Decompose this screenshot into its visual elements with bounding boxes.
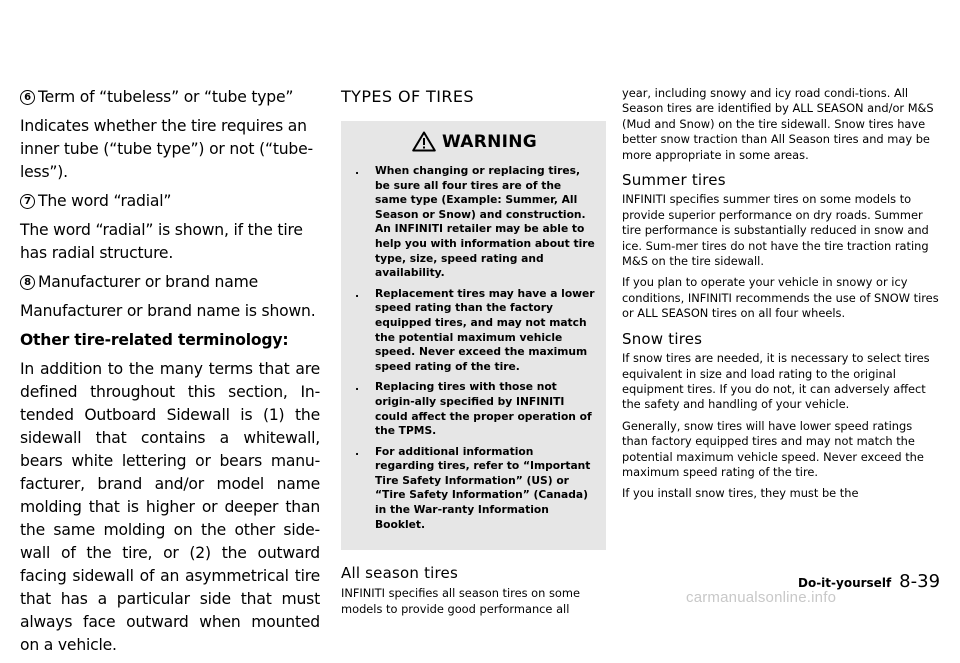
snow-tires-p2: Generally, snow tires will have lower speed ratings than factory equipped tires and may not match the potential maximum vehicle speed. Never exceed the maximum speed rating of the tire. [622, 418, 924, 479]
warning-triangle-icon [412, 131, 436, 152]
snow-tires-p3: If you install snow tires, they must be the [622, 486, 859, 501]
item-7-label: The word “radial” [38, 192, 172, 210]
bullet-icon: . [355, 444, 360, 458]
warning-list [353, 164, 596, 532]
warning-item: . When changing or replacing tires, be sure all four tires are of the same type (Example: Summer, All Season or Snow) and construction. An INFINITI retailer may be able to help you with information about tire type, size, speed rating and availability. [355, 164, 595, 280]
warning-item: . Replacement tires may have a lower speed rating than the factory equipped tires, and may not match the potential maximum vehicle speed. Never exceed the maximum speed rating of the tire. [355, 286, 595, 373]
bullet-icon: . [355, 164, 360, 177]
other-terminology-heading: Other tire-related terminology: [20, 331, 289, 349]
section-title: TYPES OF TIRES [341, 87, 474, 106]
item-7-heading [20, 190, 320, 213]
footer-section-name: Do-it-yourself [798, 576, 892, 590]
watermark: carmanualsonline.info [686, 589, 837, 606]
item-6-label: Term of “tubeless” or “tube type” [38, 88, 294, 106]
item-8-text: Manufacturer or brand name is shown. [20, 302, 316, 320]
bullet-icon: . [355, 286, 360, 300]
item-6-text: Indicates whether the tire requires an inner tube (“tube type”) or not (“tube-less”). [20, 117, 313, 181]
warning-item: . Replacing tires with those not origin-ally specified by INFINITI could affect the proper operation of the TPMS. [355, 380, 592, 438]
other-terminology-text: In addition to the many terms that are defined throughout this section, In-tended Outboard Sidewall is (1) the sidewall that contains a whitewall, bears white lettering or bears manu-facturer, brand and/or model name molding that is higher or deeper than the same molding on the other side-wall of the tire, or (2) the outward facing sidewall of an asymmetrical tire that has a particular side that must always face outward when mounted on a vehicle. [20, 360, 320, 654]
summer-tires-p2: If you plan to operate your vehicle in snowy or icy conditions, INFINITI recommends the use of SNOW tires or ALL SEASON tires on all four wheels. [622, 275, 939, 321]
item-6-heading [20, 86, 320, 109]
snow-tires-title: Snow tires [622, 329, 703, 348]
item-8-label: Manufacturer or brand name [38, 273, 258, 291]
page-number: 8-39 [899, 571, 941, 592]
bullet-icon: . [355, 380, 360, 394]
item-8-heading [20, 271, 320, 294]
circled-number-6-icon: 6 [20, 90, 35, 105]
circled-number-7-icon: 7 [20, 194, 35, 209]
warning-item: . For additional information regarding tires, refer to “Important Tire Safety Information” (US) or “Tire Safety Information” (Canada) in the War-ranty Information Booklet. [355, 444, 591, 531]
snow-tires-p1: If snow tires are needed, it is necessary to select tires equivalent in size and load rating to the original equipment tires. If you do not, it can adversely affect the safety and handling of your vehicle. [622, 351, 930, 412]
left-column [20, 86, 320, 663]
summer-tires-title: Summer tires [622, 171, 726, 190]
warning-title: WARNING [441, 131, 538, 152]
middle-column [341, 87, 606, 617]
warning-box [341, 121, 606, 550]
item-7-text: The word “radial” is shown, if the tire has radial structure. [20, 221, 303, 262]
warning-header [353, 131, 596, 152]
all-season-title: All season tires [341, 564, 458, 583]
right-column [622, 86, 940, 508]
summer-tires-p1: INFINITI specifies summer tires on some models to provide superior performance on dry roads. Summer tire performance is substantially reduced in snow and ice. Sum-mer tires do not have the tire traction rating M&S on the tire sidewall. [622, 192, 929, 269]
circled-number-8-icon: 8 [20, 275, 35, 290]
all-season-text: INFINITI specifies all season tires on some models to provide good performance all [341, 586, 580, 616]
all-season-continued: year, including snowy and icy road condi-tions. All Season tires are identified by ALL SEASON and/or M&S (Mud and Snow) on the tire sidewall. Snow tires have better snow traction than All Season tires and may be more appropriate in some areas. [622, 86, 934, 162]
